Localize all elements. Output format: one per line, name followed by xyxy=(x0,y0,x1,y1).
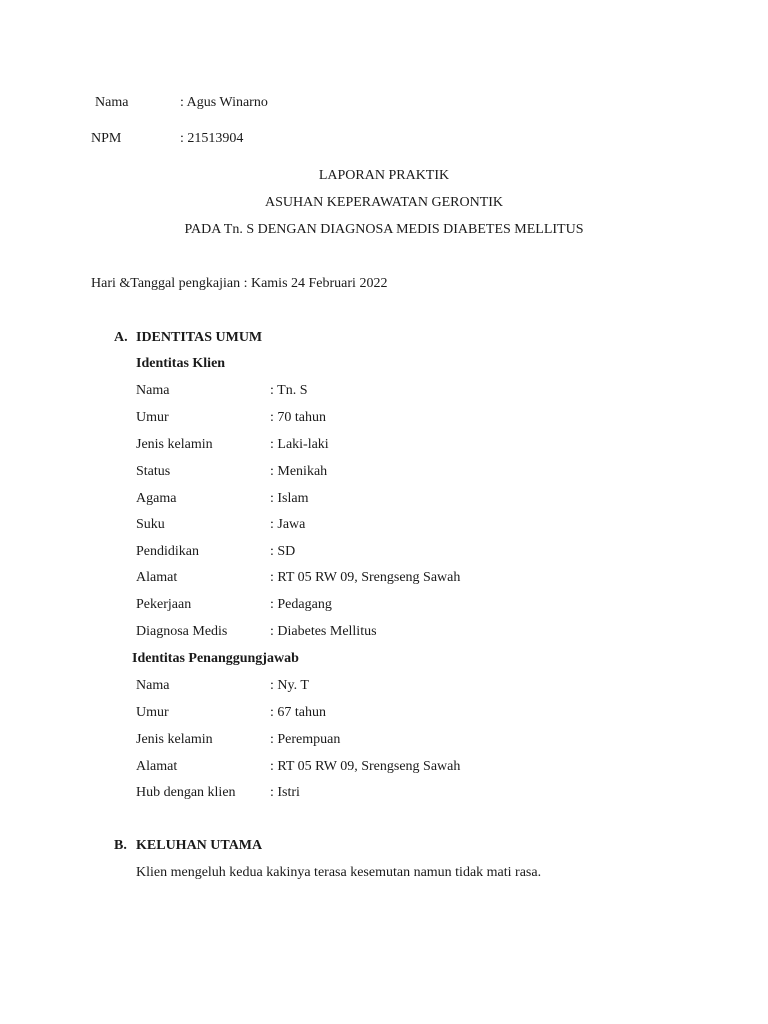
client-field-label: Status xyxy=(136,464,171,479)
guardian-field-label: Hub dengan klien xyxy=(136,785,236,800)
client-field-label: Diagnosa Medis xyxy=(136,624,228,639)
client-field-value: : SD xyxy=(270,544,296,559)
student-name-label: Nama xyxy=(95,95,129,110)
guardian-field-value: : 67 tahun xyxy=(270,705,326,720)
chief-complaint-text: Klien mengeluh kedua kakinya terasa kesemutan namun tidak mati rasa. xyxy=(136,865,542,880)
client-field-label: Pendidikan xyxy=(136,544,199,559)
client-field-label: Suku xyxy=(136,517,165,532)
guardian-field-label: Nama xyxy=(136,678,170,693)
report-title-line2: ASUHAN KEPERAWATAN GERONTIK xyxy=(264,195,504,210)
section-a-heading: IDENTITAS UMUM xyxy=(136,330,263,345)
section-b-heading: KELUHAN UTAMA xyxy=(136,838,263,853)
client-field-label: Agama xyxy=(136,491,177,506)
student-name-value: : Agus Winarno xyxy=(180,95,268,110)
client-field-value: : Jawa xyxy=(270,517,306,532)
client-field-label: Nama xyxy=(136,383,170,398)
report-title-line3: PADA Tn. S DENGAN DIAGNOSA MEDIS DIABETES MELLITUS xyxy=(184,222,584,237)
guardian-field-label: Jenis kelamin xyxy=(136,732,213,747)
client-field-label: Umur xyxy=(136,410,169,425)
guardian-field-value: : Perempuan xyxy=(270,732,341,747)
npm-label: NPM xyxy=(91,131,122,146)
guardian-field-label: Alamat xyxy=(136,759,178,774)
guardian-field-label: Umur xyxy=(136,705,169,720)
client-field-value: : Diabetes Mellitus xyxy=(270,624,377,639)
client-identity-heading: Identitas Klien xyxy=(136,356,226,371)
client-field-value: : Menikah xyxy=(270,464,328,479)
guardian-field-value: : Istri xyxy=(270,785,300,800)
report-title-line1: LAPORAN PRAKTIK xyxy=(318,168,450,183)
client-field-label: Jenis kelamin xyxy=(136,437,213,452)
guardian-field-value: : RT 05 RW 09, Srengseng Sawah xyxy=(270,759,461,774)
client-field-label: Alamat xyxy=(136,570,178,585)
client-field-value: : Laki-laki xyxy=(270,437,329,452)
client-field-value: : 70 tahun xyxy=(270,410,326,425)
assessment-date: Hari &Tanggal pengkajian : Kamis 24 Februari 2022 xyxy=(91,276,388,291)
client-field-value: : Tn. S xyxy=(270,383,308,398)
section-a-letter: A. xyxy=(114,330,128,345)
client-field-value: : Pedagang xyxy=(270,597,332,612)
client-field-value: : Islam xyxy=(270,491,309,506)
client-field-label: Pekerjaan xyxy=(136,597,192,612)
guardian-field-value: : Ny. T xyxy=(270,678,309,693)
guardian-identity-heading: Identitas Penanggungjawab xyxy=(132,651,299,666)
npm-value: : 21513904 xyxy=(180,131,244,146)
client-field-value: : RT 05 RW 09, Srengseng Sawah xyxy=(270,570,461,585)
section-b-letter: B. xyxy=(114,838,127,853)
